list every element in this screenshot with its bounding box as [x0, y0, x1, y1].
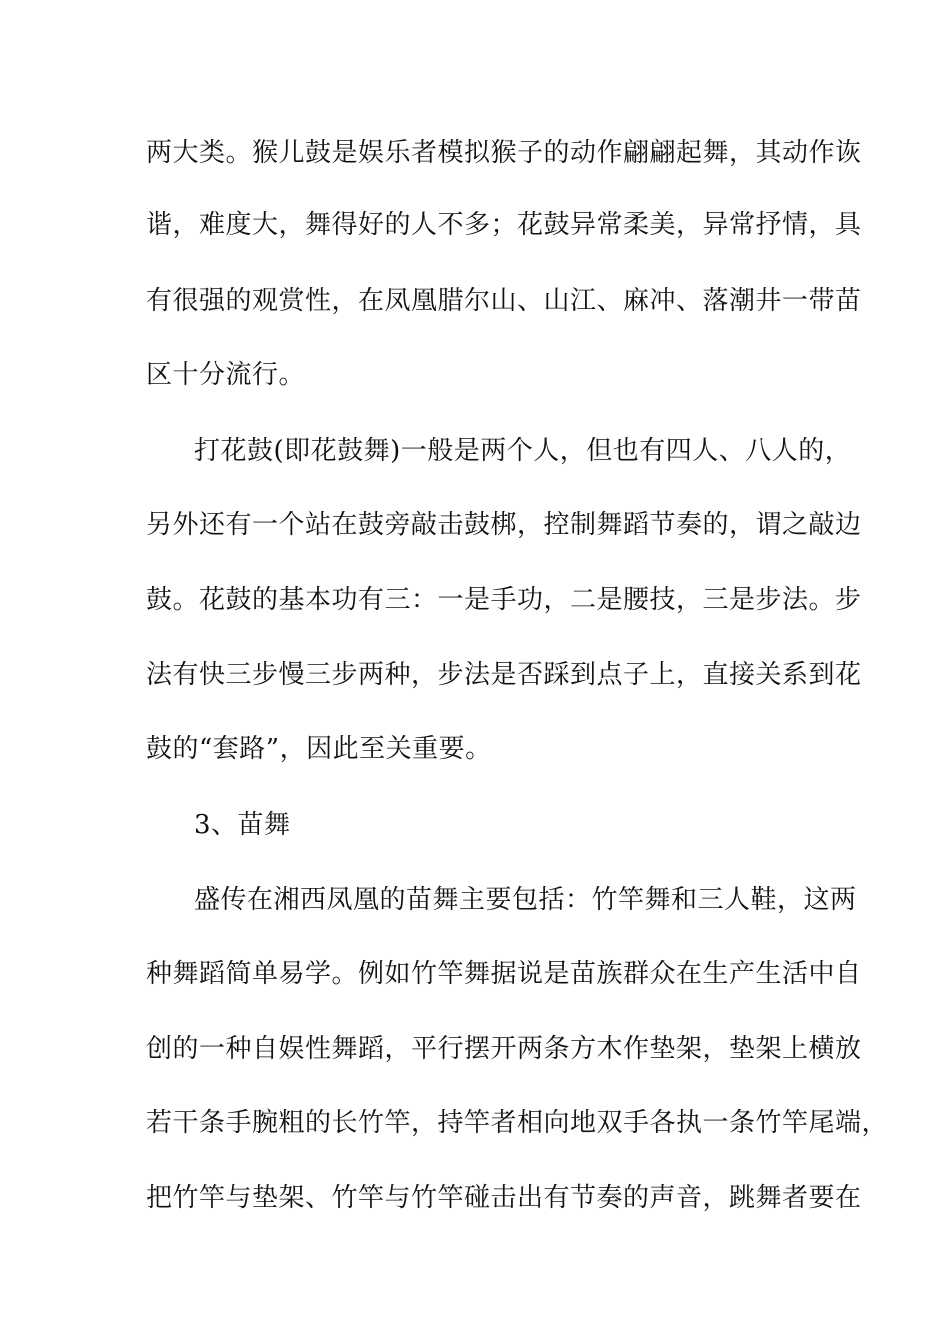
paragraph-first-line: 盛传在湘西凤凰的苗舞主要包括：竹竿舞和三人鞋，这两 [194, 885, 857, 915]
text-line: 种舞蹈简单易学。例如竹竿舞据说是苗族群众在生产生活中自 [146, 959, 862, 989]
text-line: 创的一种自娱性舞蹈，平行摆开两条方木作垫架，垫架上横放 [146, 1034, 862, 1064]
text-line: 把竹竿与垫架、竹竿与竹竿碰击出有节奏的声音，跳舞者要在 [146, 1183, 862, 1213]
text-line: 鼓。花鼓的基本功有三：一是手功，二是腰技，三是步法。步 [146, 585, 862, 615]
text-line: 有很强的观赏性，在凤凰腊尔山、山江、麻冲、落潮井一带苗 [146, 286, 862, 316]
text-line: 区十分流行。 [146, 360, 306, 390]
text-line: 两大类。猴儿鼓是娱乐者模拟猴子的动作翩翩起舞，其动作诙 [146, 138, 862, 168]
section-heading: 3、苗舞 [194, 810, 291, 840]
paragraph-first-line: 打花鼓(即花鼓舞)一般是两个人，但也有四人、八人的， [194, 436, 852, 466]
text-line: 鼓的“套路”，因此至关重要。 [146, 734, 492, 764]
text-line: 另外还有一个站在鼓旁敲击鼓梆，控制舞蹈节奏的，谓之敲边 [146, 510, 862, 540]
text-line: 法有快三步慢三步两种，步法是否踩到点子上，直接关系到花 [146, 660, 862, 690]
text-line: 谐，难度大，舞得好的人不多；花鼓异常柔美，异常抒情，具 [146, 210, 862, 240]
text-line: 若干条手腕粗的长竹竿，持竿者相向地双手各执一条竹竿尾端， [146, 1108, 889, 1138]
